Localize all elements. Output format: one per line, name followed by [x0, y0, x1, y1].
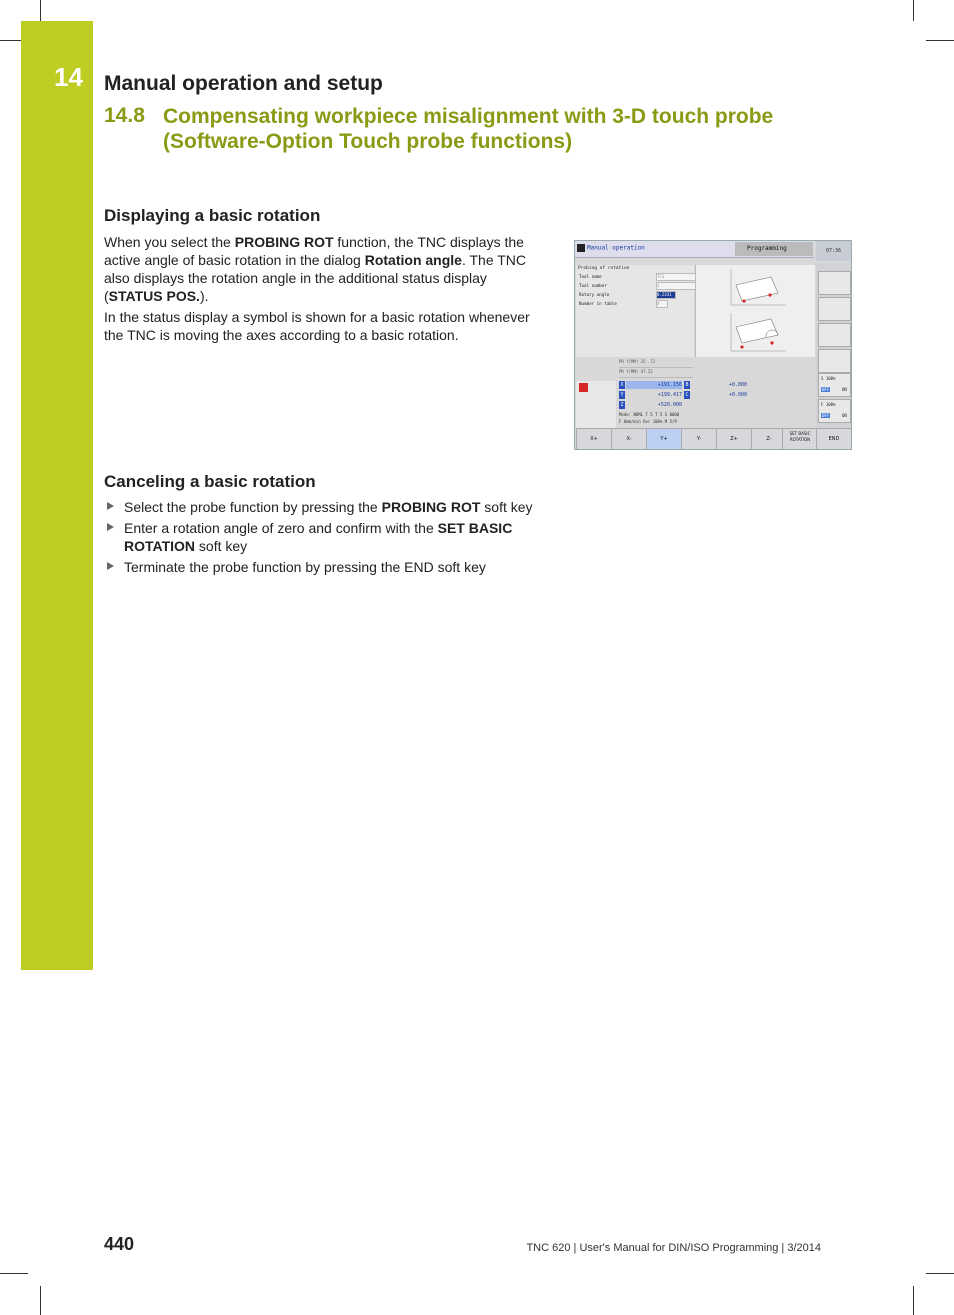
list-item: Terminate the probe function by pressing the END soft key [104, 558, 544, 576]
arrow-icon [107, 523, 114, 531]
mode-manual: Manual operation [577, 244, 645, 252]
arrow-icon [107, 562, 114, 570]
crop-mark [0, 40, 21, 41]
probing-dialog [576, 265, 694, 357]
mode-bar [575, 241, 814, 258]
chapter-title: Manual operation and setup [104, 72, 383, 95]
field-label: Rotary angle [579, 292, 610, 297]
field-input[interactable]: 1 [656, 282, 696, 290]
crop-mark [926, 40, 954, 41]
clock: 07:36 [816, 241, 851, 261]
softkey-t[interactable] [818, 323, 851, 347]
crop-mark [40, 1286, 41, 1315]
field-input[interactable]: 0 [656, 300, 668, 308]
crop-mark [913, 0, 914, 21]
crop-mark [913, 1286, 914, 1315]
crop-mark [0, 1273, 28, 1274]
position-display: X +191.156 B +0.000 Y +199.417 C +0.000 Z +520.000 Mode: NOML T 5 T 5 S 0000 F 0mm/min Ovr 100% M 5/9 [619, 382, 747, 424]
status-icons [576, 381, 616, 429]
page-footer: TNC 620 | User's Manual for DIN/ISO Programming | 3/2014 [526, 1242, 821, 1254]
canceling-steps [104, 498, 544, 579]
field-label: Tool name [579, 274, 602, 279]
chapter-sidebar [21, 21, 93, 970]
paragraph-displaying-2: In the status display a symbol is shown for a basic rotation whenever the TNC is moving the axes according to a basic rotation. [104, 309, 530, 343]
softkey-x-minus[interactable]: X- [611, 428, 647, 450]
crop-mark [926, 1273, 954, 1274]
softkey-z-plus[interactable]: Z+ [716, 428, 752, 450]
mode-programming: Programming [735, 242, 813, 256]
softkey-blank[interactable] [818, 349, 851, 373]
list-item: Select the probe function by pressing the PROBING ROT soft key [104, 498, 544, 516]
vertical-softkeys [816, 263, 851, 449]
probe-graphic [695, 265, 815, 357]
softkey-y-minus[interactable]: Y- [681, 428, 717, 450]
tnc-screenshot [574, 240, 852, 450]
section-title: Compensating workpiece misalignment with 3-D touch probe (Software-Option Touch probe functions) [163, 105, 774, 153]
stop-icon [579, 383, 588, 392]
softkey-z-minus[interactable]: Z- [751, 428, 787, 450]
mode-icon [577, 244, 585, 252]
workpiece-diagram [696, 265, 815, 357]
message-line: PR Y(MM) 35 .72 [619, 359, 693, 368]
message-line: PR Y(MM) 47.22 [619, 369, 693, 378]
softkey-y-plus[interactable]: Y+ [646, 428, 682, 450]
crop-mark [40, 0, 41, 21]
paragraph-displaying-1: When you select the PROBING ROT function, the TNC displays the active angle of basic rotation in the dialog Rotation angle. The TNC also displays the rotation angle in the additional status display (STATUS POS.). [104, 234, 527, 304]
field-label: Number in table [579, 301, 617, 306]
feed-override[interactable]: S 100% OFF ON [818, 373, 851, 397]
heading-canceling: Canceling a basic rotation [104, 472, 316, 491]
chapter-number: 14 [54, 62, 83, 92]
softkey-end[interactable]: END [816, 428, 852, 450]
softkey-set-basic-rotation[interactable]: SET BASIC ROTATION [782, 428, 818, 450]
field-input[interactable]: TCS [656, 273, 696, 281]
status-line: F 0mm/min Ovr 100% M 5/9 [619, 419, 677, 424]
page-number: 440 [104, 1234, 135, 1254]
softkey-m[interactable] [818, 271, 851, 295]
arrow-icon [107, 502, 114, 510]
softkey-s[interactable] [818, 297, 851, 321]
list-item: Enter a rotation angle of zero and confirm with the SET BASIC ROTATION soft key [104, 519, 544, 555]
section-number: 14.8 [104, 104, 145, 127]
status-line: Mode: NOML T 5 T 5 S 0000 [619, 412, 680, 417]
dialog-title: Probing of rotation [578, 266, 630, 271]
rapid-override[interactable]: F 100% OFF ON [818, 399, 851, 423]
rotation-angle-input[interactable]: 0.2331 [656, 291, 676, 299]
field-label: Tool number [579, 283, 607, 288]
heading-displaying: Displaying a basic rotation [104, 206, 321, 225]
softkey-x-plus[interactable]: X+ [576, 428, 612, 450]
